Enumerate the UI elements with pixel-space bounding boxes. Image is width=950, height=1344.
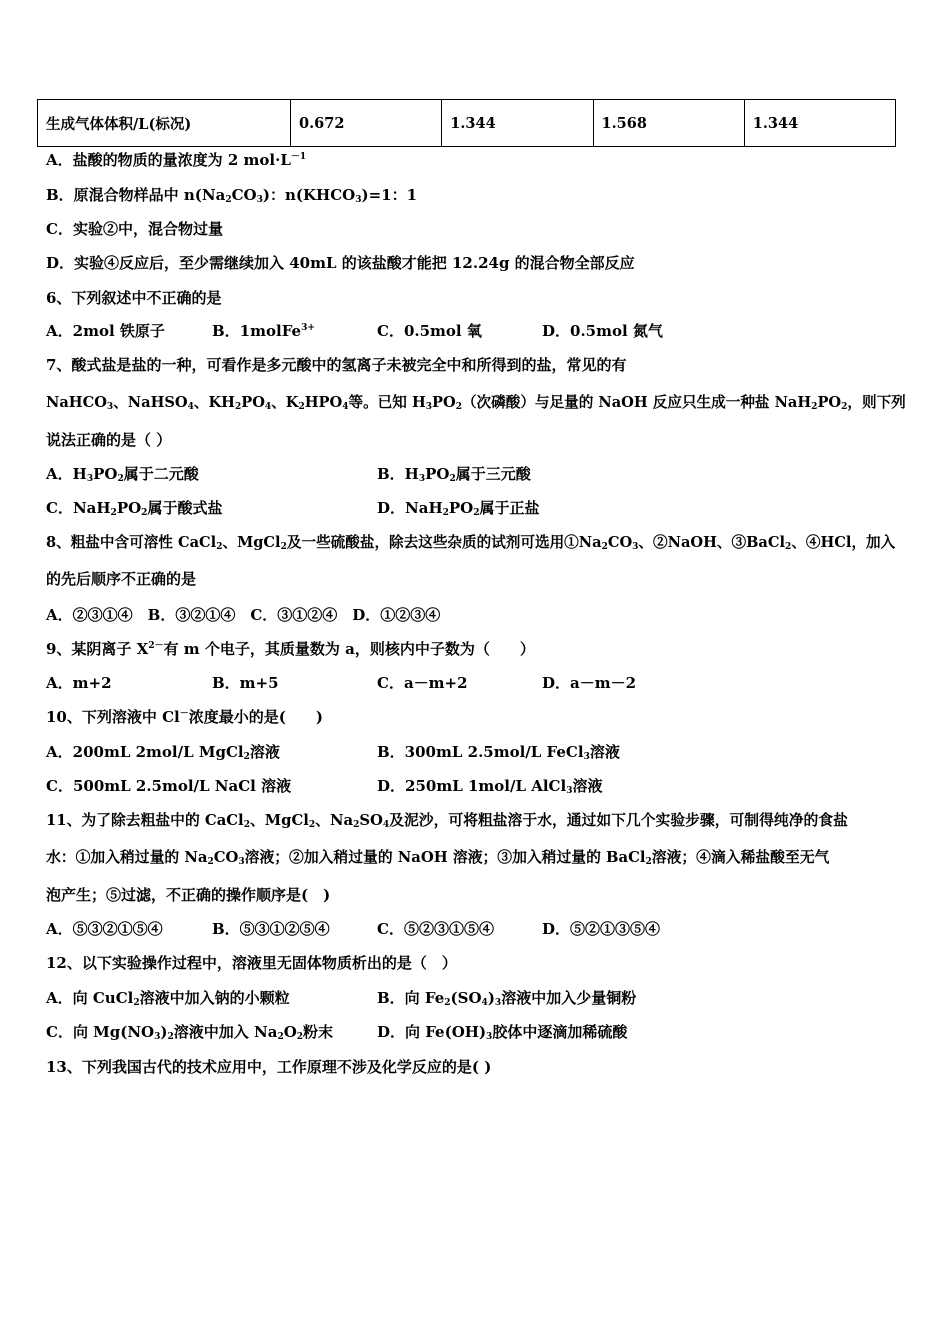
q9-option-d: D．a－m－2 [542, 674, 637, 692]
table-cell: 1.568 [593, 100, 744, 147]
table-label-cell: 生成气体体积/L(标况) [38, 100, 291, 147]
q7-stem-line2: NaHCO$_3$、NaHSO$_4$、$KH_2PO_4$、$K_2HPO_4$等。已知 $H_3PO_2$（次磷酸）与足量的 NaOH 反应只生成一种盐 $NaH_2PO_2$，则下列 [46, 394, 906, 412]
q12-option-b: B．向 $Fe_2(SO_4)_3$溶液中加入少量铜粉 [377, 989, 637, 1008]
q10-option-d: D．250mL 1mol/L AlCl$_3$溶液 [377, 777, 603, 796]
table-row [38, 100, 896, 147]
q11-option-c: C．⑤②③①⑤④ [377, 920, 494, 938]
q6-stem: 6、下列叙述中不正确的是 [46, 289, 222, 307]
gas-volume-table [37, 99, 896, 147]
q6-option-d: D．0.5mol 氮气 [542, 322, 663, 340]
q8-stem-line1: 8、粗盐中含可溶性 CaCl$_2$、MgCl$_2$及一些硫酸盐，除去这些杂质的试剂可选用$①Na_2CO_3$、②NaOH、③BaCl$_2$、④HCl，加入 [46, 534, 896, 552]
q5-option-a: A．盐酸的物质的量浓度为 2 $mol\cdot L^{-1}$ [46, 151, 307, 169]
q11-option-d: D．⑤②①③⑤④ [542, 920, 661, 938]
q12-option-c: C．向 $Mg(NO_3)_2$溶液中加入 $Na_2O_2$粉末 [46, 1023, 334, 1042]
q9-option-c: C．a－m+2 [377, 674, 468, 692]
table-cell: 1.344 [442, 100, 593, 147]
q11-stem-line2: 水：①加入稍过量的 $Na_2CO_3$溶液；②加入稍过量的 NaOH 溶液；③加入稍过量的 BaCl$_2$溶液；④滴入稀盐酸至无气 [46, 849, 830, 867]
table-cell: 1.344 [744, 100, 895, 147]
q11-option-a: A．⑤③②①⑤④ [46, 920, 163, 938]
q10-stem: 10、下列溶液中 Cl－浓度最小的是( ) [46, 708, 323, 726]
q8-stem-line2: 的先后顺序不正确的是 [46, 570, 197, 588]
q12-option-d: D．向 $Fe(OH)_3$胶体中逐滴加稀硫酸 [377, 1023, 628, 1042]
q5-option-b: B．原混合物样品中 $n(Na_2CO_3)$：$n(KHCO_3)=1$：1 [46, 186, 418, 205]
q8-options: A．②③①④ B．③②①④ C．③①②④ D．①②③④ [46, 606, 441, 624]
q11-option-b: B．⑤③①②⑤④ [212, 920, 330, 938]
q13-stem: 13、下列我国古代的技术应用中，工作原理不涉及化学反应的是( ) [46, 1058, 492, 1076]
q9-option-a: A．m+2 [46, 674, 112, 692]
q11-stem-line1: 11、为了除去粗盐中的 CaCl$_2$、MgCl$_2$、$Na_2SO_4$及泥沙，可将粗盐溶于水，通过如下几个实验步骤，可制得纯净的食盐 [46, 812, 848, 830]
q7-option-c: C．$NaH_2PO_2$属于酸式盐 [46, 499, 223, 518]
q6-option-c: C．0.5mol 氧 [377, 322, 482, 340]
q10-option-b: B．300mL 2.5mol/L FeCl$_3$溶液 [377, 743, 620, 762]
q7-option-b: B．$H_3PO_2$属于三元酸 [377, 465, 531, 484]
q6-option-b: B．1molFe$^{3+}$ [212, 322, 315, 340]
q12-option-a: A．向 CuCl$_2$溶液中加入钠的小颗粒 [46, 989, 290, 1008]
q7-stem-line3: 说法正确的是（ ） [46, 431, 172, 449]
q9-stem: 9、某阴离子 $X^{2-}$有 m 个电子，其质量数为 a，则核内中子数为（ ） [46, 640, 535, 658]
q10-option-a: A．200mL 2mol/L MgCl$_2$溶液 [46, 743, 280, 762]
q6-option-a: A．2mol 铁原子 [46, 322, 165, 340]
q11-stem-line3: 泡产生；⑤过滤，不正确的操作顺序是( ) [46, 886, 331, 904]
q9-option-b: B．m+5 [212, 674, 279, 692]
q12-stem: 12、以下实验操作过程中，溶液里无固体物质析出的是（ ） [46, 954, 457, 972]
table-cell: 0.672 [291, 100, 442, 147]
q7-option-d: D．$NaH_2PO_2$属于正盐 [377, 499, 540, 518]
q5-option-d: D．实验④反应后，至少需继续加入 40mL 的该盐酸才能把 12.24g 的混合物全部反应 [46, 254, 635, 272]
q7-option-a: A．$H_3PO_2$属于二元酸 [46, 465, 199, 484]
q5-option-c: C．实验②中，混合物过量 [46, 220, 223, 238]
q10-option-c: C．500mL 2.5mol/L NaCl 溶液 [46, 777, 292, 795]
q7-stem-line1: 7、酸式盐是盐的一种，可看作是多元酸中的氢离子未被完全中和所得到的盐，常见的有 [46, 356, 627, 374]
